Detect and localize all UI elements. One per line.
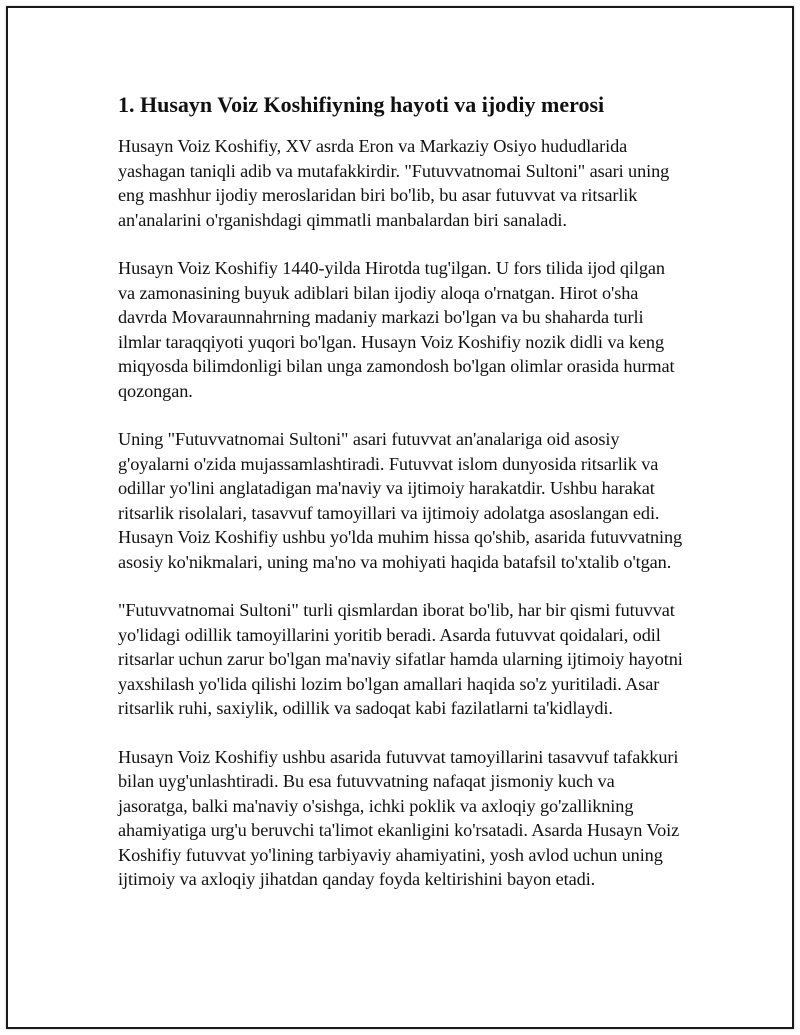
document-heading: 1. Husayn Voiz Koshifiyning hayoti va ijodiy merosi <box>118 92 605 117</box>
paragraph-5: Husayn Voiz Koshifiy ushbu asarida futuvvat tamoyillarini tasavvuf tafakkuri bilan uyg'unlashtiradi. Bu esa futuvvatning nafaqat jismoniy kuch va jasoratga, balki ma'naviy o'sishga, ichki poklik va axloqiy go'zallikning ahamiyatiga urg'u beruvchi ta'limot ekanligini ko'rsatadi. Asarda Husayn Voiz Koshifiy futuvvat yo'lining tarbiyaviy ahamiyatini, yosh avlod uchun uning ijtimoiy va axloqiy jihatdan qanday foyda keltirishini bayon etadi. <box>118 746 680 889</box>
paragraph-1: Husayn Voiz Koshifiy, XV asrda Eron va Markaziy Osiyo hududlarida yashagan taniqli adib va mutafakkirdir. "Futuvvatnomai Sultoni" asari uning eng mashhur ijodiy meroslaridan biri bo'lib, bu asar futuvvat va ritsarlik an'analarini o'rganishdagi qimmatli manbalardan biri sanaladi. <box>118 136 670 230</box>
document-body <box>118 90 686 916</box>
paragraph-4: "Futuvvatnomai Sultoni" turli qismlardan iborat bo'lib, har bir qismi futuvvat yo'lidagi odillik tamoyillarini yoritib beradi. Asarda futuvvat qoidalari, odil ritsarlar uchun zarur bo'lgan ma'naviy sifatlar hamda ularning ijtimoiy hayotni yaxshilash yo'lida qilishi lozim bo'lgan amallari haqida so'z yuritiladi. Asar ritsarlik ruhi, saxiylik, odillik va sadoqat kabi fazilatlarni ta'kidlaydi. <box>118 600 683 718</box>
paragraph-3: Uning "Futuvvatnomai Sultoni" asari futuvvat an'analariga oid asosiy g'oyalarni o'zida mujassamlashtiradi. Futuvvat islom dunyosida ritsarlik va odillar yo'lini anglatadigan ma'naviy va ijtimoiy harakatdir. Ushbu harakat ritsarlik risolalari, tasavvuf tamoyillari va ijtimoiy adolatga asoslangan edi. Husayn Voiz Koshifiy ushbu yo'lda muhim hissa qo'shib, asarida futuvvatning asosiy ko'nikmalari, uning ma'no va mohiyati haqida batafsil to'xtalib o'tgan. <box>118 429 683 572</box>
paragraph-2: Husayn Voiz Koshifiy 1440-yilda Hirotda tug'ilgan. U fors tilida ijod qilgan va zamonasining buyuk adiblari bilan ijodiy aloqa o'rnatgan. Hirot o'sha davrda Movaraunnahrning madaniy markazi bo'lgan va bu shaharda turli ilmlar taraqqiyoti yuqori bo'lgan. Husayn Voiz Koshifiy nozik didli va keng miqyosda bilimdonligi bilan unga zamondosh bo'lgan olimlar orasida hurmat qozongan. <box>118 258 675 401</box>
